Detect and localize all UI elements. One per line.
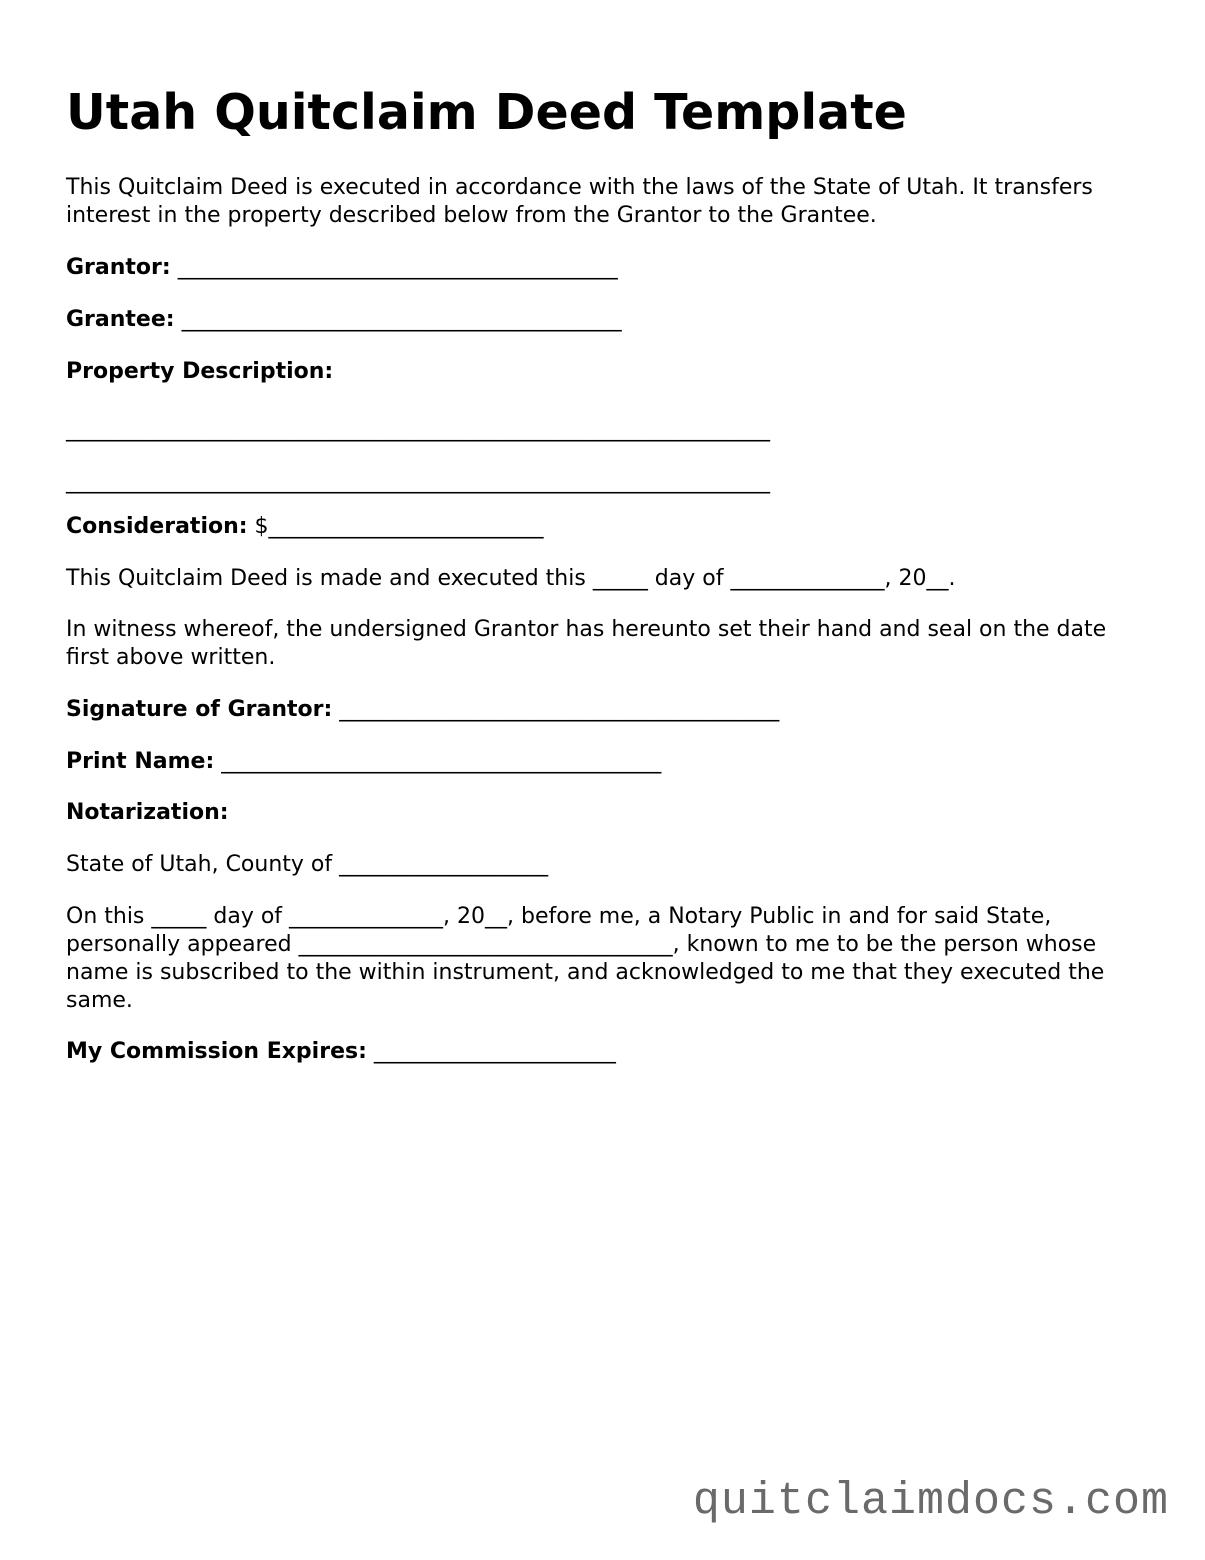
- property-description-label: Property Description:: [66, 359, 334, 384]
- grantor-blank: ________________________________________: [170, 255, 618, 280]
- grantee-blank: ________________________________________: [174, 307, 622, 332]
- signature-label: Signature of Grantor:: [66, 697, 333, 722]
- property-description-line-2: ________________________________________________________________: [66, 469, 770, 494]
- commission-blank: ______________________: [366, 1039, 616, 1064]
- print-name-blank: ________________________________________: [214, 749, 662, 774]
- executed-paragraph: This Quitclaim Deed is made and executed this _____ day of ______________, 20__.: [66, 566, 956, 591]
- watermark: quitclaimdocs.com: [692, 1476, 1169, 1527]
- notary-paragraph: On this _____ day of ______________, 20__, before me, a Notary Public in and for said State, personally appeared __________________________________, known to me to be the person whose name is subscribed to the within instrument, and acknowledged to me that they executed the same.: [66, 904, 1105, 1013]
- witness-paragraph: In witness whereof, the undersigned Grantor has hereunto set their hand and seal on the date first above written.: [66, 617, 1107, 670]
- grantee-label: Grantee:: [66, 307, 175, 332]
- consideration-blank: $_________________________: [247, 514, 544, 539]
- county-line: State of Utah, County of ___________________: [66, 852, 549, 877]
- property-description-line-1: ________________________________________________________________: [66, 417, 770, 442]
- consideration-line: [66, 513, 544, 541]
- grantor-line: [66, 254, 618, 282]
- print-name-line: [66, 748, 661, 776]
- notarization-label: Notarization:: [66, 800, 229, 825]
- document-title: Utah Quitclaim Deed Template: [66, 84, 907, 141]
- signature-line: [66, 696, 779, 724]
- commission-line: [66, 1038, 616, 1066]
- grantee-line: [66, 306, 622, 334]
- print-name-label: Print Name:: [66, 749, 215, 774]
- grantor-label: Grantor:: [66, 255, 171, 280]
- signature-blank: ________________________________________: [332, 697, 780, 722]
- commission-label: My Commission Expires:: [66, 1039, 367, 1064]
- intro-paragraph: This Quitclaim Deed is executed in accordance with the laws of the State of Utah. It transfers interest in the property described below from the Grantor to the Grantee.: [66, 175, 1093, 228]
- consideration-label: Consideration:: [66, 514, 248, 539]
